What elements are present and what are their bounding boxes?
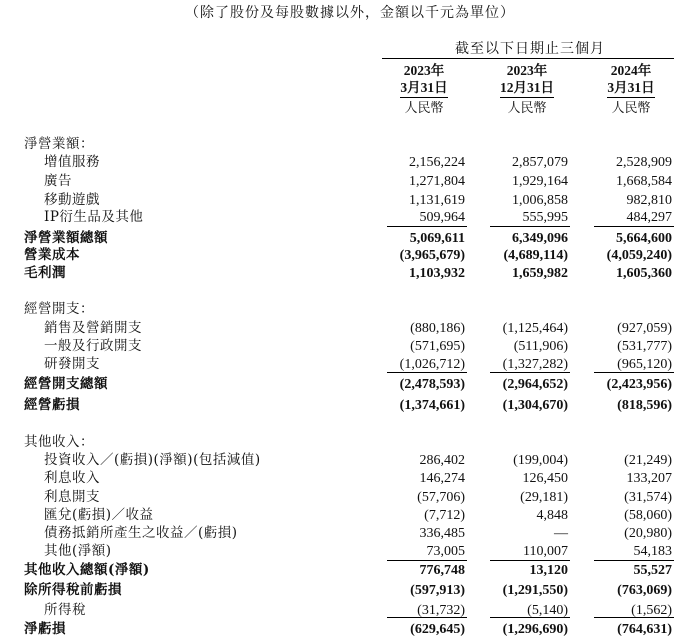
table-row — [0, 337, 700, 356]
table-row — [0, 620, 700, 639]
row-label: 經營虧損 — [24, 397, 80, 413]
table-row — [0, 396, 700, 415]
row-value: (3,965,679) — [399, 248, 465, 263]
row-value: 55,527 — [633, 563, 672, 578]
column-date: 3月31日 — [400, 79, 447, 98]
table-row — [0, 172, 700, 191]
row-value: (965,120) — [617, 357, 672, 372]
subtotal-rule — [490, 372, 570, 373]
row-value: 1,668,584 — [616, 174, 672, 189]
row-value: 982,810 — [626, 193, 672, 208]
table-row — [0, 153, 700, 172]
row-value: 2,857,079 — [512, 155, 568, 170]
row-label: 淨營業額： — [24, 136, 94, 152]
row-value: (1,374,661) — [399, 398, 465, 413]
row-label: 其他(淨額) — [44, 543, 112, 559]
row-value: (1,304,670) — [502, 398, 568, 413]
column-header-q4-2023 — [481, 62, 573, 117]
column-currency: 人民幣 — [611, 101, 651, 116]
row-value: 126,450 — [522, 471, 568, 486]
row-value: 146,274 — [419, 471, 465, 486]
row-value: 5,664,600 — [616, 231, 672, 246]
row-value: (1,026,712) — [399, 357, 465, 372]
row-value: (29,181) — [520, 490, 568, 505]
row-label: 毛利潤 — [24, 265, 66, 281]
row-label: 其他收入總額(淨額) — [24, 562, 150, 578]
column-currency: 人民幣 — [507, 101, 547, 116]
row-value: (7,712) — [424, 508, 465, 523]
row-value: 509,964 — [419, 210, 465, 225]
row-label: 銷售及營銷開支 — [44, 320, 142, 336]
subtotal-rule — [594, 226, 674, 227]
subtotal-rule — [490, 560, 570, 561]
row-value: 776,748 — [419, 563, 465, 578]
row-label: 經營開支總額 — [24, 376, 108, 392]
row-label: 營業成本 — [24, 247, 80, 263]
column-currency: 人民幣 — [404, 101, 444, 116]
row-label: 所得稅 — [44, 602, 86, 618]
subtotal-rule — [490, 226, 570, 227]
row-label: 利息收入 — [44, 470, 100, 486]
table-row — [0, 581, 700, 600]
row-value: (2,478,593) — [399, 377, 465, 392]
row-value: 1,103,932 — [409, 266, 465, 281]
row-value: 54,183 — [633, 544, 672, 559]
unit-note: （除了股份及每股數據以外，金額以千元為單位） — [185, 5, 515, 21]
row-value: (531,777) — [617, 339, 672, 354]
table-row — [0, 135, 700, 154]
row-value: (199,004) — [513, 453, 568, 468]
row-value: (764,631) — [617, 622, 672, 637]
row-value: 6,349,096 — [512, 231, 568, 246]
row-value: (5,140) — [527, 603, 568, 618]
row-label: 除所得稅前虧損 — [24, 582, 122, 598]
row-value: (1,296,690) — [502, 622, 568, 637]
row-value: (1,125,464) — [502, 321, 568, 336]
row-value: (597,913) — [410, 583, 465, 598]
row-value: 4,848 — [536, 508, 568, 523]
row-label: 研發開支 — [44, 356, 100, 372]
row-value: 110,007 — [523, 544, 568, 559]
subtotal-rule — [387, 226, 467, 227]
row-value: (1,562) — [631, 603, 672, 618]
subtotal-rule — [490, 617, 570, 618]
row-label: 淨營業額總額 — [24, 230, 108, 246]
row-value: 1,659,982 — [512, 266, 568, 281]
row-value: (21,249) — [624, 453, 672, 468]
row-value: (1,291,550) — [502, 583, 568, 598]
row-value: 1,006,858 — [512, 193, 568, 208]
table-row — [0, 300, 700, 319]
row-value: (1,327,282) — [502, 357, 568, 372]
row-value: (4,689,114) — [503, 248, 568, 263]
row-value: (20,980) — [624, 526, 672, 541]
row-label: 經營開支： — [24, 301, 94, 317]
table-row — [0, 451, 700, 470]
row-value: (880,186) — [410, 321, 465, 336]
row-value: 336,485 — [419, 526, 465, 541]
table-row — [0, 246, 700, 265]
column-year: 2023年 — [403, 63, 445, 78]
column-date: 12月31日 — [500, 79, 554, 98]
table-row — [0, 208, 700, 227]
column-header-q1-2023 — [378, 62, 470, 117]
period-rule — [382, 58, 674, 59]
row-label: 增值服務 — [44, 154, 100, 170]
table-row — [0, 319, 700, 338]
row-value: (927,059) — [617, 321, 672, 336]
row-value: (2,964,652) — [502, 377, 568, 392]
row-label: 廣告 — [44, 173, 72, 189]
row-value: 1,131,619 — [409, 193, 465, 208]
row-label: 投資收入／(虧損)(淨額)(包括減值) — [44, 452, 261, 468]
row-label: 其他收入： — [24, 434, 94, 450]
row-label: 匯兌(虧損)／收益 — [44, 507, 154, 523]
table-row — [0, 264, 700, 283]
row-value: (4,059,240) — [606, 248, 672, 263]
subtotal-rule — [594, 372, 674, 373]
row-value: 555,995 — [522, 210, 568, 225]
row-value: 2,528,909 — [616, 155, 672, 170]
row-value: (763,069) — [617, 583, 672, 598]
column-header-q1-2024 — [585, 62, 677, 117]
row-value: (31,732) — [417, 603, 465, 618]
row-label: 一般及行政開支 — [44, 338, 142, 354]
table-row — [0, 488, 700, 507]
row-value: 1,929,164 — [512, 174, 568, 189]
row-value: 133,207 — [626, 471, 672, 486]
row-label: 利息開支 — [44, 489, 100, 505]
subtotal-rule — [594, 617, 674, 618]
row-value: (511,906) — [513, 339, 568, 354]
row-value: 2,156,224 — [409, 155, 465, 170]
column-year: 2023年 — [506, 63, 548, 78]
row-value: (629,645) — [410, 622, 465, 637]
subtotal-rule — [387, 560, 467, 561]
column-date: 3月31日 — [607, 79, 654, 98]
row-value: 5,069,611 — [409, 231, 465, 246]
row-label: 移動遊戲 — [44, 192, 100, 208]
table-row — [0, 506, 700, 525]
subtotal-rule — [594, 560, 674, 561]
subtotal-rule — [387, 372, 467, 373]
table-row — [0, 561, 700, 580]
table-row — [0, 542, 700, 561]
row-value: 484,297 — [626, 210, 672, 225]
row-label: 淨虧損 — [24, 621, 66, 637]
row-value: (2,423,956) — [606, 377, 672, 392]
table-row — [0, 524, 700, 543]
table-row — [0, 433, 700, 452]
table-row — [0, 375, 700, 394]
subtotal-rule — [387, 617, 467, 618]
row-value: 286,402 — [419, 453, 465, 468]
row-value: 1,605,360 — [616, 266, 672, 281]
table-row — [0, 469, 700, 488]
row-value: — — [554, 526, 568, 541]
period-title: 截至以下日期止三個月 — [455, 41, 605, 57]
row-value: 73,005 — [426, 544, 465, 559]
row-value: 1,271,804 — [409, 174, 465, 189]
row-value: (571,695) — [410, 339, 465, 354]
row-label: 債務抵銷所產生之收益／(虧損) — [44, 525, 238, 541]
row-value: (31,574) — [624, 490, 672, 505]
row-value: (818,596) — [617, 398, 672, 413]
row-label: IP衍生品及其他 — [44, 209, 144, 225]
row-value: (58,060) — [624, 508, 672, 523]
column-year: 2024年 — [610, 63, 652, 78]
row-value: 13,120 — [529, 563, 568, 578]
row-value: (57,706) — [417, 490, 465, 505]
